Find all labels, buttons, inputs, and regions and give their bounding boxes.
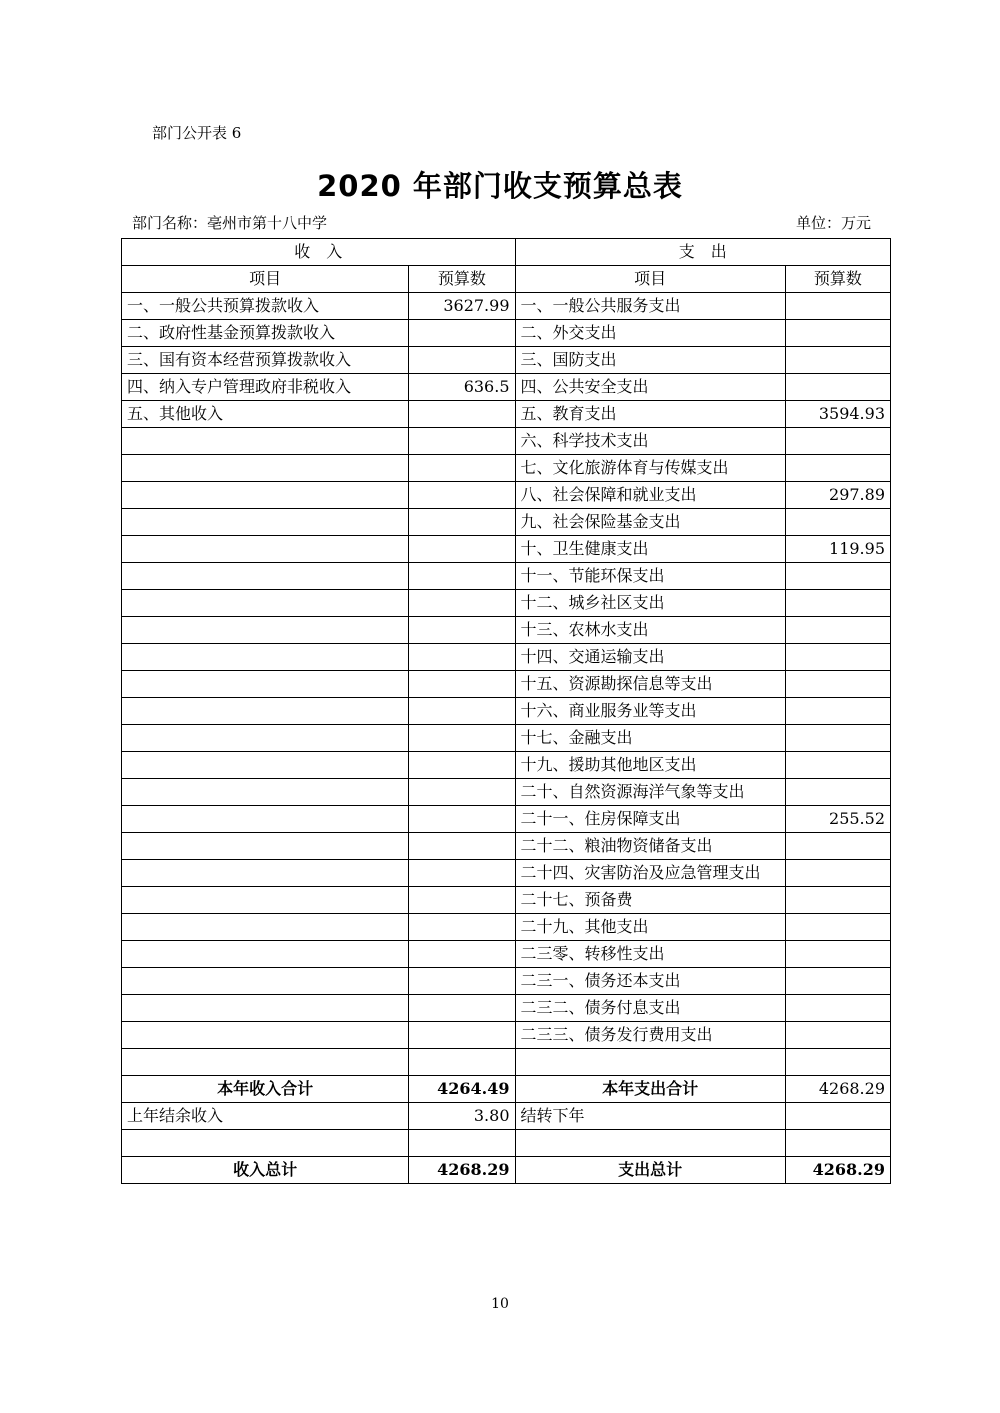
table-row xyxy=(122,320,891,347)
expense-item-cell: 十二、城乡社区支出 xyxy=(515,590,785,617)
expense-amount-cell xyxy=(785,914,890,941)
income-amount-cell xyxy=(409,1022,515,1049)
carry-expense-label-cell: 结转下年 xyxy=(515,1103,785,1130)
department-name: 部门名称：亳州市第十八中学 xyxy=(132,214,328,232)
income-amount-cell xyxy=(409,509,515,536)
table-row xyxy=(122,914,891,941)
income-item-cell xyxy=(122,536,409,563)
expense-amount-cell xyxy=(785,860,890,887)
income-amount-cell xyxy=(409,725,515,752)
expense-amount-cell xyxy=(785,509,890,536)
income-amount-cell xyxy=(409,968,515,995)
table-row xyxy=(122,671,891,698)
expense-amount-cell xyxy=(785,347,890,374)
income-amount-cell xyxy=(409,914,515,941)
expense-item-cell: 九、社会保险基金支出 xyxy=(515,509,785,536)
income-item-cell xyxy=(122,617,409,644)
subtotal-expense-value-cell: 4268.29 xyxy=(785,1076,890,1103)
blank-cell xyxy=(515,1130,785,1157)
income-item-cell xyxy=(122,1022,409,1049)
income-amount-cell xyxy=(409,401,515,428)
table-row xyxy=(122,617,891,644)
income-item-cell xyxy=(122,563,409,590)
subtotal-income-label-cell: 本年收入合计 xyxy=(122,1076,409,1103)
income-amount-cell xyxy=(409,428,515,455)
income-item-cell xyxy=(122,725,409,752)
income-item-cell xyxy=(122,752,409,779)
income-item-cell xyxy=(122,779,409,806)
table-row xyxy=(122,779,891,806)
income-budget-header: 预算数 xyxy=(409,266,515,293)
table-row xyxy=(122,725,891,752)
expense-amount-cell xyxy=(785,752,890,779)
table-row xyxy=(122,995,891,1022)
expense-amount-cell xyxy=(785,644,890,671)
expense-amount-cell xyxy=(785,320,890,347)
expense-budget-header: 预算数 xyxy=(785,266,890,293)
table-row xyxy=(122,482,891,509)
total-income-label-cell: 收入总计 xyxy=(122,1157,409,1184)
expense-amount-cell xyxy=(785,698,890,725)
income-amount-cell xyxy=(409,347,515,374)
subtotal-row xyxy=(122,1076,891,1103)
table-row xyxy=(122,509,891,536)
table-row xyxy=(122,428,891,455)
subtotal-income-value-cell: 4264.49 xyxy=(409,1076,515,1103)
expense-item-cell: 二十四、灾害防治及应急管理支出 xyxy=(515,860,785,887)
expense-item-cell: 二三零、转移性支出 xyxy=(515,941,785,968)
total-expense-value-cell: 4268.29 xyxy=(785,1157,890,1184)
income-amount-cell xyxy=(409,860,515,887)
expense-amount-cell xyxy=(785,779,890,806)
document-label: 部门公开表 6 xyxy=(152,124,242,142)
expense-amount-cell xyxy=(785,1022,890,1049)
income-amount-cell xyxy=(409,617,515,644)
expense-amount-cell xyxy=(785,455,890,482)
expense-item-cell: 二十九、其他支出 xyxy=(515,914,785,941)
table-row xyxy=(122,968,891,995)
expense-item-cell: 七、文化旅游体育与传媒支出 xyxy=(515,455,785,482)
expense-amount-cell xyxy=(785,563,890,590)
income-item-cell xyxy=(122,590,409,617)
expense-amount-cell xyxy=(785,941,890,968)
page-title: 2020 年部门收支预算总表 xyxy=(317,169,683,203)
expense-item-cell: 十五、资源勘探信息等支出 xyxy=(515,671,785,698)
table-row xyxy=(122,1049,891,1076)
expense-item-cell xyxy=(515,1049,785,1076)
expense-item-cell: 二三二、债务付息支出 xyxy=(515,995,785,1022)
total-expense-label-cell: 支出总计 xyxy=(515,1157,785,1184)
expense-amount-cell: 255.52 xyxy=(785,806,890,833)
income-item-cell xyxy=(122,806,409,833)
expense-amount-cell xyxy=(785,428,890,455)
income-amount-cell xyxy=(409,995,515,1022)
income-item-cell xyxy=(122,833,409,860)
expense-item-cell: 二三一、债务还本支出 xyxy=(515,968,785,995)
expense-item-cell: 一、一般公共服务支出 xyxy=(515,293,785,320)
expense-item-cell: 二、外交支出 xyxy=(515,320,785,347)
income-section-header: 收 入 xyxy=(122,239,516,266)
expense-item-cell: 八、社会保障和就业支出 xyxy=(515,482,785,509)
expense-item-cell: 十三、农林水支出 xyxy=(515,617,785,644)
income-amount-cell xyxy=(409,833,515,860)
income-item-cell xyxy=(122,428,409,455)
expense-item-cell: 十九、援助其他地区支出 xyxy=(515,752,785,779)
expense-item-cell: 二十二、粮油物资储备支出 xyxy=(515,833,785,860)
expense-item-cell: 二十、自然资源海洋气象等支出 xyxy=(515,779,785,806)
expense-item-header: 项目 xyxy=(515,266,785,293)
table-row xyxy=(122,455,891,482)
table-row xyxy=(122,644,891,671)
blank-cell xyxy=(122,1130,409,1157)
income-amount-cell xyxy=(409,536,515,563)
expense-item-cell: 十六、商业服务业等支出 xyxy=(515,698,785,725)
budget-table xyxy=(121,238,891,1184)
blank-cell xyxy=(409,1130,515,1157)
expense-amount-cell xyxy=(785,590,890,617)
expense-amount-cell: 3594.93 xyxy=(785,401,890,428)
income-item-cell: 五、其他收入 xyxy=(122,401,409,428)
table-row xyxy=(122,293,891,320)
income-item-cell xyxy=(122,482,409,509)
section-header-row xyxy=(122,239,891,266)
table-row xyxy=(122,536,891,563)
table-row xyxy=(122,887,891,914)
income-amount-cell xyxy=(409,320,515,347)
income-item-cell xyxy=(122,1049,409,1076)
subtotal-expense-label-cell: 本年支出合计 xyxy=(515,1076,785,1103)
expense-item-cell: 六、科学技术支出 xyxy=(515,428,785,455)
expense-item-cell: 四、公共安全支出 xyxy=(515,374,785,401)
table-row xyxy=(122,752,891,779)
income-item-cell xyxy=(122,860,409,887)
income-item-cell: 二、政府性基金预算拨款收入 xyxy=(122,320,409,347)
expense-item-cell: 二十一、住房保障支出 xyxy=(515,806,785,833)
expense-item-cell: 十七、金融支出 xyxy=(515,725,785,752)
expense-amount-cell xyxy=(785,968,890,995)
expense-item-cell: 十、卫生健康支出 xyxy=(515,536,785,563)
expense-item-cell: 二十七、预备费 xyxy=(515,887,785,914)
table-row xyxy=(122,347,891,374)
income-item-cell xyxy=(122,914,409,941)
expense-amount-cell xyxy=(785,617,890,644)
expense-item-cell: 十四、交通运输支出 xyxy=(515,644,785,671)
expense-amount-cell xyxy=(785,995,890,1022)
income-amount-cell xyxy=(409,806,515,833)
income-item-cell xyxy=(122,698,409,725)
expense-item-cell: 十一、节能环保支出 xyxy=(515,563,785,590)
table-row xyxy=(122,374,891,401)
income-item-cell xyxy=(122,968,409,995)
income-amount-cell xyxy=(409,941,515,968)
income-item-cell xyxy=(122,455,409,482)
unit-label: 单位：万元 xyxy=(796,214,872,232)
expense-amount-cell xyxy=(785,1049,890,1076)
income-amount-cell xyxy=(409,644,515,671)
income-item-cell: 四、纳入专户管理政府非税收入 xyxy=(122,374,409,401)
income-item-cell: 三、国有资本经营预算拨款收入 xyxy=(122,347,409,374)
table-row xyxy=(122,860,891,887)
income-item-cell xyxy=(122,509,409,536)
table-row xyxy=(122,941,891,968)
income-amount-cell: 3627.99 xyxy=(409,293,515,320)
expense-amount-cell xyxy=(785,374,890,401)
expense-amount-cell xyxy=(785,833,890,860)
carry-row xyxy=(122,1103,891,1130)
income-item-header: 项目 xyxy=(122,266,409,293)
income-item-cell xyxy=(122,887,409,914)
table-row xyxy=(122,806,891,833)
income-amount-cell: 636.5 xyxy=(409,374,515,401)
income-item-cell xyxy=(122,995,409,1022)
carry-income-label-cell: 上年结余收入 xyxy=(122,1103,409,1130)
blank-cell xyxy=(785,1130,890,1157)
expense-amount-cell xyxy=(785,887,890,914)
income-amount-cell xyxy=(409,482,515,509)
income-item-cell xyxy=(122,644,409,671)
table-row xyxy=(122,1022,891,1049)
table-row xyxy=(122,698,891,725)
expense-amount-cell xyxy=(785,293,890,320)
income-amount-cell xyxy=(409,563,515,590)
expense-item-cell: 五、教育支出 xyxy=(515,401,785,428)
column-header-row xyxy=(122,266,891,293)
income-item-cell: 一、一般公共预算拨款收入 xyxy=(122,293,409,320)
carry-expense-value-cell xyxy=(785,1103,890,1130)
expense-item-cell: 三、国防支出 xyxy=(515,347,785,374)
income-amount-cell xyxy=(409,455,515,482)
income-amount-cell xyxy=(409,1049,515,1076)
income-amount-cell xyxy=(409,698,515,725)
total-income-value-cell: 4268.29 xyxy=(409,1157,515,1184)
table-row xyxy=(122,590,891,617)
income-amount-cell xyxy=(409,887,515,914)
expense-amount-cell: 119.95 xyxy=(785,536,890,563)
income-amount-cell xyxy=(409,752,515,779)
expense-item-cell: 二三三、债务发行费用支出 xyxy=(515,1022,785,1049)
total-row xyxy=(122,1157,891,1184)
income-amount-cell xyxy=(409,779,515,806)
table-row xyxy=(122,563,891,590)
income-item-cell xyxy=(122,671,409,698)
carry-income-value-cell: 3.80 xyxy=(409,1103,515,1130)
expense-amount-cell xyxy=(785,671,890,698)
table-row xyxy=(122,401,891,428)
blank-row xyxy=(122,1130,891,1157)
table-row xyxy=(122,833,891,860)
income-amount-cell xyxy=(409,590,515,617)
expense-amount-cell xyxy=(785,725,890,752)
income-item-cell xyxy=(122,941,409,968)
expense-amount-cell: 297.89 xyxy=(785,482,890,509)
page-number: 10 xyxy=(491,1296,509,1312)
income-amount-cell xyxy=(409,671,515,698)
expense-section-header: 支 出 xyxy=(515,239,891,266)
